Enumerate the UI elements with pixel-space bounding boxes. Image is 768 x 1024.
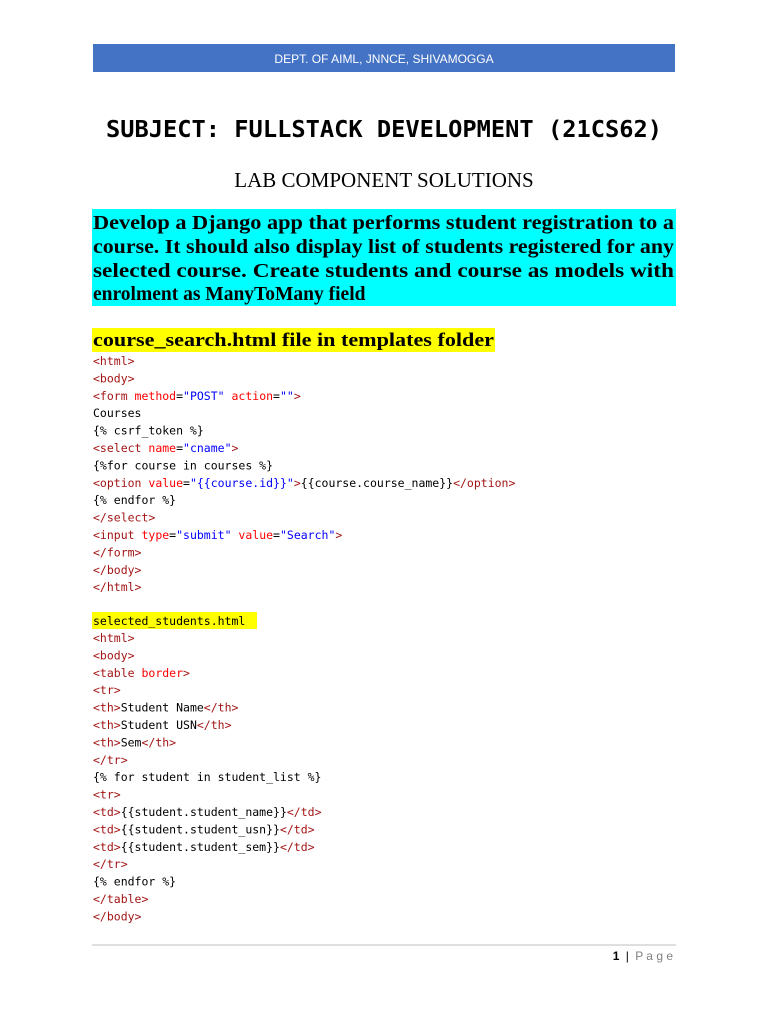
code-token: <input bbox=[93, 528, 135, 542]
code-line bbox=[93, 476, 515, 490]
code-token: <th> bbox=[93, 700, 121, 715]
code-token: Student Name bbox=[120, 700, 204, 715]
code-token: </html> bbox=[93, 580, 142, 595]
code-token: {{student.student_usn}} bbox=[120, 822, 280, 837]
code-token: Sem bbox=[120, 735, 142, 750]
code-token: </td> bbox=[286, 805, 322, 819]
code-token: = bbox=[176, 441, 184, 455]
code-token: > bbox=[293, 475, 301, 490]
code-token: </th> bbox=[141, 735, 177, 750]
page-label: P a g e bbox=[635, 949, 673, 963]
footer-separator: | bbox=[625, 949, 629, 963]
code-token: value bbox=[141, 475, 184, 490]
code-line bbox=[93, 389, 301, 403]
code-line bbox=[93, 770, 321, 784]
code-token: type bbox=[134, 528, 170, 542]
code-line bbox=[93, 805, 322, 819]
code-line bbox=[93, 354, 135, 368]
code-token: <tr> bbox=[93, 683, 121, 698]
code-token: <select bbox=[93, 441, 142, 455]
section2-title: selected_students.html bbox=[93, 614, 246, 628]
code-token: > bbox=[293, 388, 301, 403]
task-line: Develop a Django app that performs student registration to a bbox=[93, 213, 675, 234]
code-token: <form bbox=[93, 388, 128, 403]
code-token: = bbox=[273, 528, 280, 542]
code-token: </body> bbox=[93, 909, 142, 924]
code-line bbox=[93, 683, 121, 697]
task-line: enrolment as ManyToMany field bbox=[93, 284, 366, 305]
code-line bbox=[93, 753, 128, 767]
code-token: "POST" bbox=[183, 388, 225, 403]
section1-title: course_search.html file in templates folder bbox=[93, 330, 495, 351]
code-token: <th> bbox=[93, 735, 121, 750]
code-line bbox=[93, 735, 176, 749]
header-text: DEPT. OF AIML, JNNCE, SHIVAMOGGA bbox=[274, 52, 494, 66]
code-token: "Search" bbox=[279, 528, 336, 542]
lab-subtitle: LAB COMPONENT SOLUTIONS bbox=[234, 168, 534, 192]
code-token: <td> bbox=[93, 822, 121, 837]
code-line bbox=[93, 406, 141, 420]
code-token: </td> bbox=[279, 839, 315, 854]
code-token: value bbox=[231, 528, 274, 542]
code-token: <table bbox=[93, 665, 135, 680]
code-token: {% for student in student_list %} bbox=[93, 770, 322, 785]
code-token: = bbox=[183, 475, 190, 490]
code-token: <html> bbox=[93, 631, 135, 645]
code-line bbox=[93, 528, 342, 542]
code-token: </th> bbox=[203, 700, 239, 715]
code-line bbox=[93, 545, 142, 559]
code-line bbox=[93, 563, 142, 577]
code-token: = bbox=[176, 388, 184, 403]
subject-title: SUBJECT: FULLSTACK DEVELOPMENT (21CS62) bbox=[106, 117, 662, 143]
code-token: {% endfor %} bbox=[93, 493, 177, 508]
code-token: <th> bbox=[93, 718, 121, 732]
code-line bbox=[93, 857, 128, 871]
code-line bbox=[93, 631, 135, 645]
code-token: </tr> bbox=[93, 752, 128, 767]
code-token: = bbox=[169, 528, 177, 542]
code-line bbox=[93, 511, 155, 525]
code-token: </form> bbox=[93, 545, 142, 560]
code-token: </td> bbox=[279, 822, 315, 837]
code-token: <option bbox=[93, 475, 142, 490]
code-token: > bbox=[183, 665, 190, 680]
code-line bbox=[93, 648, 135, 662]
task-line: course. It should also display list of students registered for any bbox=[93, 237, 675, 258]
code-token: </table> bbox=[93, 892, 149, 906]
code-line bbox=[93, 424, 204, 438]
code-token: name bbox=[141, 441, 177, 455]
code-token: {%for course in courses %} bbox=[93, 458, 274, 473]
code-block-selected-students bbox=[93, 631, 322, 923]
code-token: {% endfor %} bbox=[93, 874, 177, 889]
code-token: <body> bbox=[93, 648, 135, 663]
code-token: "submit" bbox=[176, 528, 232, 542]
code-token: "{{course.id}}" bbox=[189, 475, 294, 490]
code-token: <html> bbox=[93, 354, 135, 368]
code-line bbox=[93, 788, 121, 802]
code-token: </body> bbox=[93, 562, 142, 577]
code-line bbox=[93, 892, 148, 906]
code-line bbox=[93, 701, 238, 715]
code-line bbox=[93, 718, 232, 732]
code-token: > bbox=[335, 528, 343, 542]
code-token: > bbox=[231, 441, 239, 455]
code-token: {% csrf_token %} bbox=[93, 423, 204, 438]
code-line bbox=[93, 909, 142, 923]
code-token: <body> bbox=[93, 371, 135, 386]
code-token: </th> bbox=[196, 718, 232, 732]
code-token: {{student.student_sem}} bbox=[120, 839, 280, 854]
code-token: action bbox=[224, 388, 274, 403]
code-token: = bbox=[273, 388, 280, 403]
code-line bbox=[93, 666, 190, 680]
code-token: {{student.student_name}} bbox=[120, 805, 287, 819]
code-line bbox=[93, 580, 142, 594]
code-block-course-search bbox=[93, 354, 515, 594]
code-line bbox=[93, 840, 315, 854]
code-token: </select> bbox=[93, 510, 156, 525]
code-token: "cname" bbox=[183, 441, 232, 455]
code-line bbox=[93, 458, 273, 472]
code-token: border bbox=[134, 665, 184, 680]
code-token: </tr> bbox=[93, 857, 128, 872]
footer bbox=[613, 949, 674, 963]
code-token: Student USN bbox=[120, 718, 197, 732]
code-line bbox=[93, 441, 239, 455]
task-line: selected course. Create students and course as models with bbox=[93, 261, 675, 282]
code-token: "" bbox=[279, 388, 294, 403]
code-token: <td> bbox=[93, 839, 121, 854]
code-line bbox=[93, 822, 315, 836]
code-token: <tr> bbox=[93, 787, 121, 802]
code-token: <td> bbox=[93, 805, 121, 819]
code-token: </option> bbox=[453, 475, 516, 490]
code-token: {{course.course_name}} bbox=[300, 475, 454, 490]
page-number: 1 bbox=[612, 949, 620, 963]
code-line bbox=[93, 493, 176, 507]
code-token: method bbox=[127, 388, 177, 403]
code-line bbox=[93, 875, 176, 889]
code-token: Courses bbox=[93, 406, 142, 421]
code-line bbox=[93, 371, 135, 385]
